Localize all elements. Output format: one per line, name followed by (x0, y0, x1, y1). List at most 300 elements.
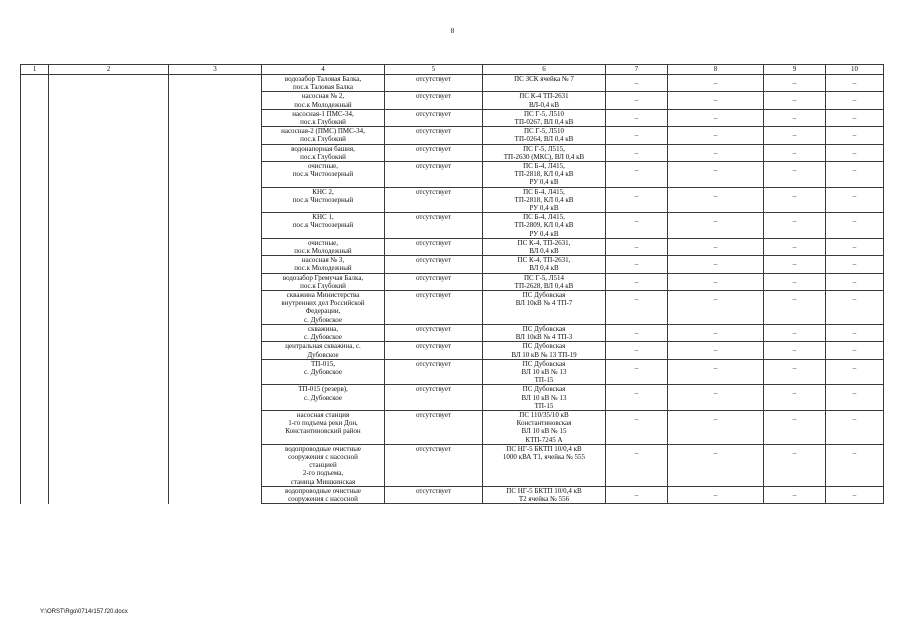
table-row (21, 75, 884, 92)
object-name-cell (262, 144, 385, 161)
dash-cell-c9: – (764, 324, 826, 341)
page-number: 8 (450, 27, 455, 35)
power-source-cell (483, 75, 606, 92)
dash-cell-c8: – (668, 342, 764, 359)
power-source-line: ПС Дубовская (522, 291, 566, 300)
power-source-cell (483, 238, 606, 255)
table-row (21, 256, 884, 273)
object-name-line: насосная № 3, (301, 256, 345, 265)
power-source-line: ТП-2818, КЛ 0,4 кВ (514, 170, 574, 179)
dash-cell-c7: – (606, 144, 668, 161)
status-cell: отсутствует (385, 291, 483, 325)
column-header: 9 (764, 65, 826, 75)
dash-cell-c8: – (668, 144, 764, 161)
dash-cell-c10: – (826, 385, 884, 411)
dash-cell-c8: – (668, 162, 764, 188)
object-name-line: водозабор Гремучая Балка, (282, 273, 364, 282)
object-name-line: пос.к Таловая Балка (292, 83, 354, 92)
power-source-line: ПС Б-4, Л415, (523, 213, 565, 222)
dash-cell-c7: – (606, 486, 668, 503)
power-source-line: ПС Дубовская (522, 342, 566, 351)
table-row (21, 187, 884, 213)
power-source-line: ВЛ 0,4 кВ (529, 247, 559, 256)
dash-cell-c9: – (764, 162, 826, 188)
status-cell: отсутствует (385, 144, 483, 161)
power-source-line: ПС Б-4, Л415, (523, 187, 565, 196)
status-cell: отсутствует (385, 187, 483, 213)
footer-file-path: Y:\ORST\Rgo\0714r157.f20.docx (40, 609, 128, 615)
power-source-cell (483, 162, 606, 188)
table-row (21, 144, 884, 161)
dash-cell-c9: – (764, 410, 826, 444)
table-row (21, 109, 884, 126)
object-name-line: станцией (309, 461, 337, 470)
empty-cell (21, 486, 49, 503)
empty-cell (49, 238, 169, 255)
status-cell: отсутствует (385, 385, 483, 411)
object-name-cell (262, 162, 385, 188)
dash-cell-c9: – (764, 213, 826, 239)
empty-cell (21, 92, 49, 109)
column-header: 3 (169, 65, 262, 75)
table-row (21, 238, 884, 255)
power-source-line: ПС 110/35/10 кВ (519, 410, 569, 419)
empty-cell (21, 238, 49, 255)
empty-cell (21, 144, 49, 161)
empty-cell (21, 162, 49, 188)
empty-cell (49, 444, 169, 486)
object-name-line: внутренних дел Российской (281, 299, 365, 308)
power-source-cell (483, 187, 606, 213)
dash-cell-c9: – (764, 385, 826, 411)
empty-cell (49, 385, 169, 411)
object-name-line: с. Дубовское (304, 393, 342, 402)
dash-cell-c7: – (606, 162, 668, 188)
object-name-line: насосная-2 (ПМС) ПМС-34, (281, 127, 365, 136)
object-name-line: водозабор Таловая Балка, (284, 75, 362, 83)
empty-cell (169, 109, 262, 126)
empty-cell (21, 256, 49, 273)
power-source-line: ТП-15 (534, 401, 554, 410)
power-source-cell (483, 256, 606, 273)
empty-cell (169, 486, 262, 503)
power-source-line: ТП-2809, КЛ 0,4 кВ (514, 221, 574, 230)
empty-cell (21, 109, 49, 126)
dash-cell-c9: – (764, 238, 826, 255)
dash-cell-c10: – (826, 410, 884, 444)
object-name-cell (262, 359, 385, 385)
object-name-line: пос.к Глубокий (300, 281, 346, 290)
object-name-line: водонапорная башня, (291, 144, 355, 153)
power-source-line: ПС К-4, ТП-2631, (517, 238, 571, 247)
empty-cell (21, 273, 49, 290)
dash-cell-c8: – (668, 291, 764, 325)
power-source-line: ПС Б-4, Л415, (523, 162, 565, 171)
empty-cell (169, 92, 262, 109)
empty-cell (49, 213, 169, 239)
dash-cell-c7: – (606, 291, 668, 325)
object-name-cell (262, 127, 385, 144)
dash-cell-c9: – (764, 273, 826, 290)
dash-cell-c8: – (668, 410, 764, 444)
power-source-cell (483, 273, 606, 290)
empty-cell (169, 324, 262, 341)
empty-cell (49, 92, 169, 109)
status-cell: отсутствует (385, 273, 483, 290)
empty-cell (49, 144, 169, 161)
empty-cell (169, 342, 262, 359)
object-name-line: с. Дубовское (304, 367, 342, 376)
object-name-line: с. Дубовское (304, 333, 342, 342)
empty-cell (21, 324, 49, 341)
power-source-line: ВЛ-0,4 кВ (528, 100, 560, 109)
object-name-line: водопроводные очистные (284, 486, 362, 495)
empty-cell (169, 238, 262, 255)
empty-cell (169, 273, 262, 290)
object-name-cell (262, 291, 385, 325)
dash-cell-c9: – (764, 256, 826, 273)
power-source-line: ТП-2818, КЛ 0,4 кВ (514, 195, 574, 204)
dash-cell-c9: – (764, 187, 826, 213)
dash-cell-c10: – (826, 109, 884, 126)
object-name-cell (262, 273, 385, 290)
status-cell: отсутствует (385, 410, 483, 444)
power-source-line: ТП-0267, ВЛ 0,4 кВ (514, 118, 574, 127)
empty-cell (21, 342, 49, 359)
dash-cell-c10: – (826, 273, 884, 290)
dash-cell-c9: – (764, 75, 826, 92)
object-name-line: пос.к Глубокий (300, 135, 346, 144)
dash-cell-c8: – (668, 324, 764, 341)
dash-cell-c9: – (764, 342, 826, 359)
column-header: 6 (483, 65, 606, 75)
object-name-line: насосная-1 ПМС-34, (292, 109, 354, 118)
power-source-line: ВЛ 10 кВ № 13 (521, 367, 567, 376)
object-name-cell (262, 486, 385, 503)
table-row (21, 342, 884, 359)
empty-cell (21, 187, 49, 213)
object-name-line: насосная № 2, (301, 92, 345, 101)
table-row (21, 486, 884, 503)
column-header: 5 (385, 65, 483, 75)
dash-cell-c8: – (668, 127, 764, 144)
power-source-cell (483, 385, 606, 411)
dash-cell-c7: – (606, 256, 668, 273)
power-source-cell (483, 291, 606, 325)
empty-cell (169, 127, 262, 144)
dash-cell-c8: – (668, 385, 764, 411)
dash-cell-c8: – (668, 238, 764, 255)
dash-cell-c10: – (826, 127, 884, 144)
object-name-line: сооружения с насосной (288, 494, 358, 503)
table-row (21, 92, 884, 109)
empty-cell (169, 359, 262, 385)
object-name-cell (262, 444, 385, 486)
object-name-line: пос.к Чистоозерный (292, 170, 354, 179)
empty-cell (21, 359, 49, 385)
empty-cell (21, 291, 49, 325)
status-cell: отсутствует (385, 359, 483, 385)
column-header: 4 (262, 65, 385, 75)
object-name-cell (262, 342, 385, 359)
document-table (20, 64, 884, 504)
table-row (21, 127, 884, 144)
dash-cell-c7: – (606, 92, 668, 109)
status-cell: отсутствует (385, 342, 483, 359)
object-name-line: сооружения с насосной (288, 452, 358, 461)
empty-cell (49, 75, 169, 92)
power-source-line: ПС Дубовская (522, 324, 566, 333)
dash-cell-c9: – (764, 109, 826, 126)
table-body (21, 75, 884, 504)
dash-cell-c9: – (764, 359, 826, 385)
object-name-line: ТП-015, (311, 359, 335, 368)
power-source-cell (483, 324, 606, 341)
object-name-line: пос.к Чистоозерный (292, 221, 354, 230)
dash-cell-c9: – (764, 444, 826, 486)
power-source-cell (483, 109, 606, 126)
object-name-line: КНС 1, (312, 213, 334, 222)
status-cell: отсутствует (385, 486, 483, 503)
object-name-line: пос.к Глубокий (300, 118, 346, 127)
object-name-line: очистные, (307, 162, 339, 171)
object-name-line: очистные, (307, 238, 339, 247)
object-name-line: КНС 2, (312, 187, 334, 196)
power-source-line: ПС Дубовская (522, 359, 566, 368)
dash-cell-c10: – (826, 359, 884, 385)
object-name-line: ТП-015 (резерв), (298, 385, 348, 394)
empty-cell (169, 410, 262, 444)
table-row (21, 444, 884, 486)
status-cell: отсутствует (385, 213, 483, 239)
empty-cell (49, 187, 169, 213)
power-source-line: ТП-0264, ВЛ 0,4 кВ (514, 135, 574, 144)
power-source-line: ВЛ 10кВ № 4 ТП-3 (515, 333, 573, 342)
power-source-line: ПС Дубовская (522, 385, 566, 394)
empty-cell (49, 273, 169, 290)
power-source-line: ВЛ 10 кВ № 13 ТП-19 (511, 350, 577, 359)
object-name-cell (262, 238, 385, 255)
object-name-line: центральная скважина, с. (285, 342, 361, 351)
empty-cell (169, 187, 262, 213)
table-row (21, 291, 884, 325)
object-name-line: пос.к Чистоозерный (292, 195, 354, 204)
power-source-cell (483, 410, 606, 444)
empty-cell (49, 291, 169, 325)
dash-cell-c7: – (606, 187, 668, 213)
object-name-cell (262, 385, 385, 411)
dash-cell-c10: – (826, 75, 884, 92)
dash-cell-c7: – (606, 109, 668, 126)
empty-cell (21, 444, 49, 486)
dash-cell-c8: – (668, 187, 764, 213)
empty-cell (21, 75, 49, 92)
dash-cell-c10: – (826, 162, 884, 188)
object-name-line: пос.к Молодежный (294, 264, 352, 273)
dash-cell-c8: – (668, 256, 764, 273)
status-cell: отсутствует (385, 324, 483, 341)
power-source-line: ПС Г-5, Л510 (523, 127, 565, 136)
power-source-line: ТП-2628, ВЛ 0,4 кВ (514, 281, 574, 290)
empty-cell (169, 256, 262, 273)
power-source-line: Т2 ячейка № 556 (518, 494, 570, 503)
column-header: 1 (21, 65, 49, 75)
object-name-line: насосная станция (296, 410, 350, 419)
object-name-cell (262, 92, 385, 109)
object-name-line: 2-го подъема, (302, 469, 344, 478)
dash-cell-c7: – (606, 324, 668, 341)
empty-cell (49, 324, 169, 341)
object-name-line: станица Мишкинская (290, 477, 356, 486)
object-name-cell (262, 213, 385, 239)
empty-cell (169, 385, 262, 411)
dash-cell-c8: – (668, 92, 764, 109)
power-source-line: ПС Г-5, Л510 (523, 109, 565, 118)
object-name-line: водопроводные очистные (284, 444, 362, 453)
power-source-line: ТП-2630 (МКС), ВЛ 0,4 кВ (503, 152, 585, 161)
empty-cell (49, 127, 169, 144)
dash-cell-c9: – (764, 486, 826, 503)
power-source-cell (483, 92, 606, 109)
column-header: 2 (49, 65, 169, 75)
empty-cell (169, 144, 262, 161)
dash-cell-c9: – (764, 127, 826, 144)
empty-cell (49, 109, 169, 126)
dash-cell-c10: – (826, 213, 884, 239)
power-source-line: ВЛ 10 кВ № 13 (521, 393, 567, 402)
empty-cell (21, 127, 49, 144)
power-source-line: ПС К-4, ТП-2631, (517, 256, 571, 265)
power-source-cell (483, 444, 606, 486)
power-source-cell (483, 127, 606, 144)
empty-cell (169, 444, 262, 486)
empty-cell (49, 256, 169, 273)
dash-cell-c7: – (606, 342, 668, 359)
empty-cell (21, 385, 49, 411)
dash-cell-c9: – (764, 92, 826, 109)
dash-cell-c10: – (826, 324, 884, 341)
power-source-line: ПС К-4 ТП-2631 (519, 92, 569, 101)
object-name-cell (262, 410, 385, 444)
power-source-cell (483, 144, 606, 161)
object-name-cell (262, 109, 385, 126)
power-source-line: ПС НГ-5 БКТП 10/0,4 кВ (506, 486, 582, 495)
status-cell: отсутствует (385, 127, 483, 144)
power-source-line: ВЛ 0,4 кВ (529, 264, 559, 273)
object-name-line: пос.к Глубокий (300, 152, 346, 161)
power-source-line: ВЛ 10 кВ № 15 (521, 427, 567, 436)
object-name-line: Федерации, (305, 307, 341, 316)
dash-cell-c7: – (606, 385, 668, 411)
dash-cell-c8: – (668, 75, 764, 92)
object-name-line: скважина, (307, 324, 338, 333)
dash-cell-c10: – (826, 238, 884, 255)
dash-cell-c10: – (826, 444, 884, 486)
status-cell: отсутствует (385, 162, 483, 188)
table-row (21, 385, 884, 411)
table-row (21, 410, 884, 444)
object-name-line: Константиновский район (285, 427, 361, 436)
object-name-cell (262, 187, 385, 213)
column-number-row (21, 65, 884, 75)
empty-cell (169, 162, 262, 188)
power-source-line: Константиновская (516, 419, 572, 428)
status-cell: отсутствует (385, 75, 483, 92)
power-source-line: ПС НГ-5 БКТП 10/0,4 кВ (506, 444, 582, 453)
column-header: 10 (826, 65, 884, 75)
empty-cell (49, 410, 169, 444)
empty-cell (49, 359, 169, 385)
empty-cell (169, 75, 262, 92)
table-row (21, 324, 884, 341)
empty-cell (49, 486, 169, 503)
status-cell: отсутствует (385, 92, 483, 109)
dash-cell-c9: – (764, 144, 826, 161)
dash-cell-c8: – (668, 359, 764, 385)
object-name-line: скважина Министерства (286, 291, 360, 300)
object-name-line: с. Дубовское (304, 315, 342, 324)
dash-cell-c7: – (606, 238, 668, 255)
dash-cell-c10: – (826, 187, 884, 213)
dash-cell-c10: – (826, 256, 884, 273)
power-source-line: 1000 кВА Т1, ячейка № 555 (502, 452, 586, 461)
object-name-cell (262, 324, 385, 341)
object-name-line: 1-го подъема реки Дон, (288, 419, 358, 428)
dash-cell-c7: – (606, 359, 668, 385)
power-source-line: РУ 0,4 кВ (529, 229, 559, 238)
power-source-cell (483, 359, 606, 385)
dash-cell-c7: – (606, 213, 668, 239)
status-cell: отсутствует (385, 444, 483, 486)
status-cell: отсутствует (385, 238, 483, 255)
dash-cell-c10: – (826, 486, 884, 503)
power-source-cell (483, 213, 606, 239)
column-header: 8 (668, 65, 764, 75)
power-source-line: ПС Г-5, Л514 (523, 273, 565, 282)
empty-cell (49, 162, 169, 188)
power-source-line: ПС Г-5, Л515, (523, 144, 565, 153)
status-cell: отсутствует (385, 109, 483, 126)
object-name-line: пос.к Молодежный (294, 247, 352, 256)
power-source-cell (483, 342, 606, 359)
dash-cell-c7: – (606, 410, 668, 444)
power-source-line: РУ 0,4 кВ (529, 178, 559, 187)
column-header: 7 (606, 65, 668, 75)
empty-cell (21, 410, 49, 444)
power-source-line: РУ 0,4 кВ (529, 204, 559, 213)
empty-cell (49, 342, 169, 359)
power-source-line: ТП-15 (534, 376, 554, 385)
empty-cell (21, 213, 49, 239)
power-source-line: ПС ЗСК ячейка № 7 (514, 75, 574, 83)
dash-cell-c8: – (668, 444, 764, 486)
dash-cell-c8: – (668, 486, 764, 503)
dash-cell-c7: – (606, 75, 668, 92)
power-source-cell (483, 486, 606, 503)
object-name-cell (262, 75, 385, 92)
status-cell: отсутствует (385, 256, 483, 273)
dash-cell-c10: – (826, 92, 884, 109)
object-name-line: Дубовское (307, 350, 339, 359)
dash-cell-c10: – (826, 342, 884, 359)
dash-cell-c8: – (668, 213, 764, 239)
table-row (21, 213, 884, 239)
dash-cell-c7: – (606, 273, 668, 290)
dash-cell-c8: – (668, 273, 764, 290)
dash-cell-c9: – (764, 291, 826, 325)
dash-cell-c10: – (826, 291, 884, 325)
table-row (21, 273, 884, 290)
